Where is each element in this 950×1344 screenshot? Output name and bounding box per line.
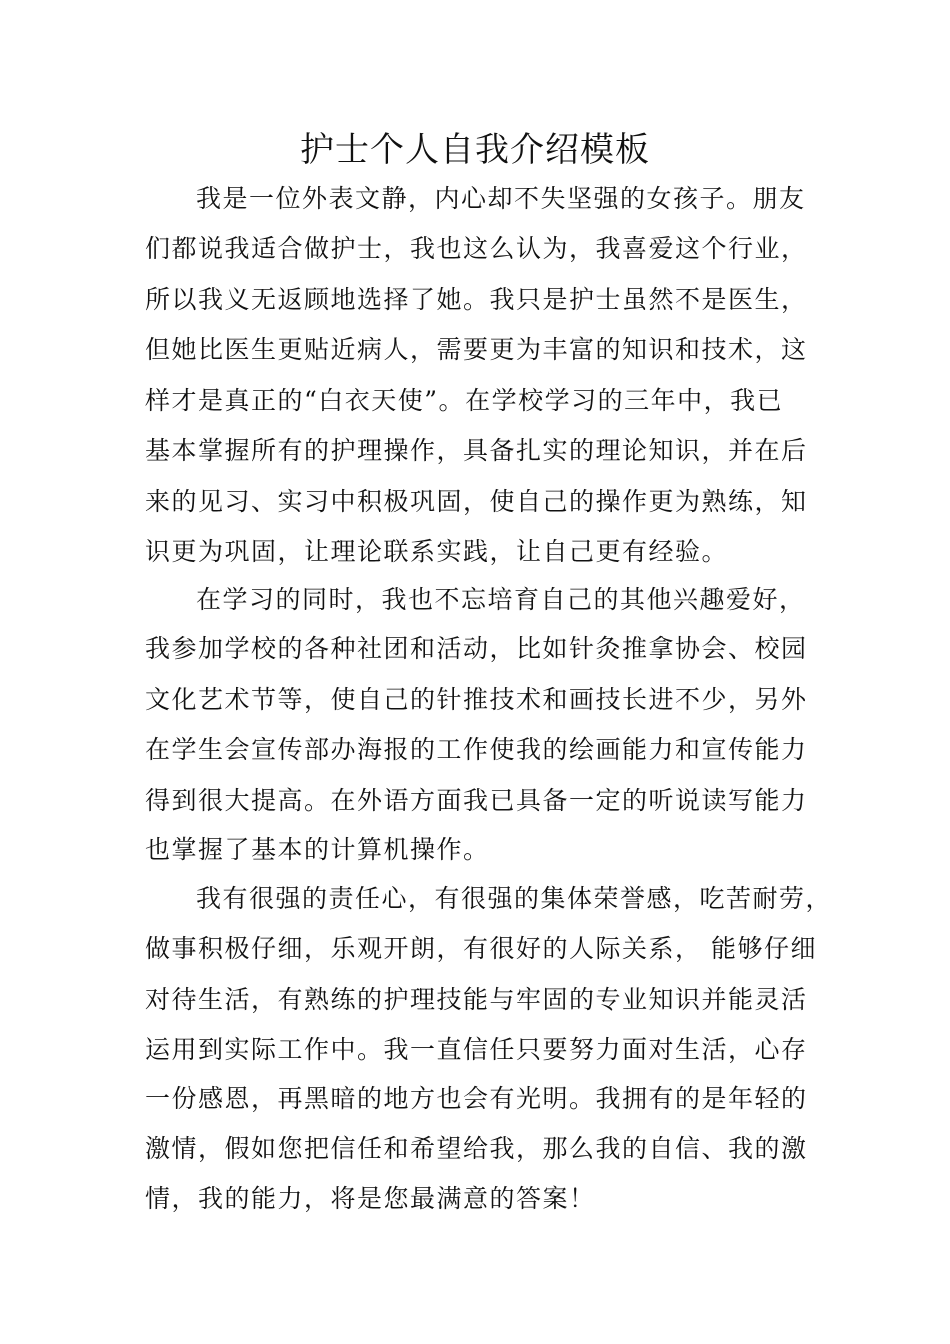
- paragraph-1-line-2: 们都说我适合做护士，我也这么认为，我喜爱这个行业，: [145, 234, 808, 263]
- paragraph-2-line-1: 在学习的同时，我也不忘培育自己的其他兴趣爱好，: [196, 585, 806, 614]
- paragraph-3-line-7: 情，我的能力，将是您最满意的答案！: [145, 1184, 596, 1213]
- paragraph-1-line-3: 所以我义无返顾地选择了她。我只是护士虽然不是医生，: [145, 285, 808, 314]
- paragraph-1-line-4: 但她比医生更贴近病人，需要更为丰富的知识和技术，这: [145, 335, 808, 364]
- paragraph-2-line-6: 也掌握了基本的计算机操作。: [145, 835, 490, 864]
- paragraph-1-line-6: 基本掌握所有的护理操作，具备扎实的理论知识，并在后: [145, 436, 808, 465]
- paragraph-3-line-4: 运用到实际工作中。我一直信任只要努力面对生活，心存: [145, 1035, 808, 1064]
- paragraph-3-line-6: 激情，假如您把信任和希望给我，那么我的自信、我的激: [145, 1134, 808, 1163]
- paragraph-3-line-1: 我有很强的责任心，有很强的集体荣誉感，吃苦耐劳，: [196, 884, 833, 913]
- paragraph-2-line-5: 得到很大提高。在外语方面我已具备一定的听说读写能力: [145, 786, 808, 815]
- paragraph-1-line-7: 来的见习、实习中积极巩固，使自己的操作更为熟练，知: [145, 487, 808, 516]
- paragraph-3-line-5: 一份感恩，再黑暗的地方也会有光明。我拥有的是年轻的: [145, 1084, 808, 1113]
- paragraph-2-line-3: 文化艺术节等，使自己的针推技术和画技长进不少，另外: [145, 685, 808, 714]
- paragraph-3-line-2: 做事积极仔细，乐观开朗，有很好的人际关系， 能够仔细: [145, 934, 817, 963]
- paragraph-2-line-2: 我参加学校的各种社团和活动，比如针灸推拿协会、校园: [145, 634, 808, 663]
- paragraph-2-line-4: 在学生会宣传部办海报的工作使我的绘画能力和宣传能力: [145, 735, 808, 764]
- paragraph-1-line-5: 样才是真正的“白衣天使”。在学校学习的三年中，我已: [145, 386, 784, 415]
- paragraph-3-line-3: 对待生活，有熟练的护理技能与牢固的专业知识并能灵活: [145, 985, 808, 1014]
- paragraph-1-line-1: 我是一位外表文静，内心却不失坚强的女孩子。朋友: [196, 184, 806, 213]
- paragraph-1-line-8: 识更为巩固，让理论联系实践，让自己更有经验。: [145, 537, 729, 566]
- document-title: 护士个人自我介绍模板: [300, 130, 650, 170]
